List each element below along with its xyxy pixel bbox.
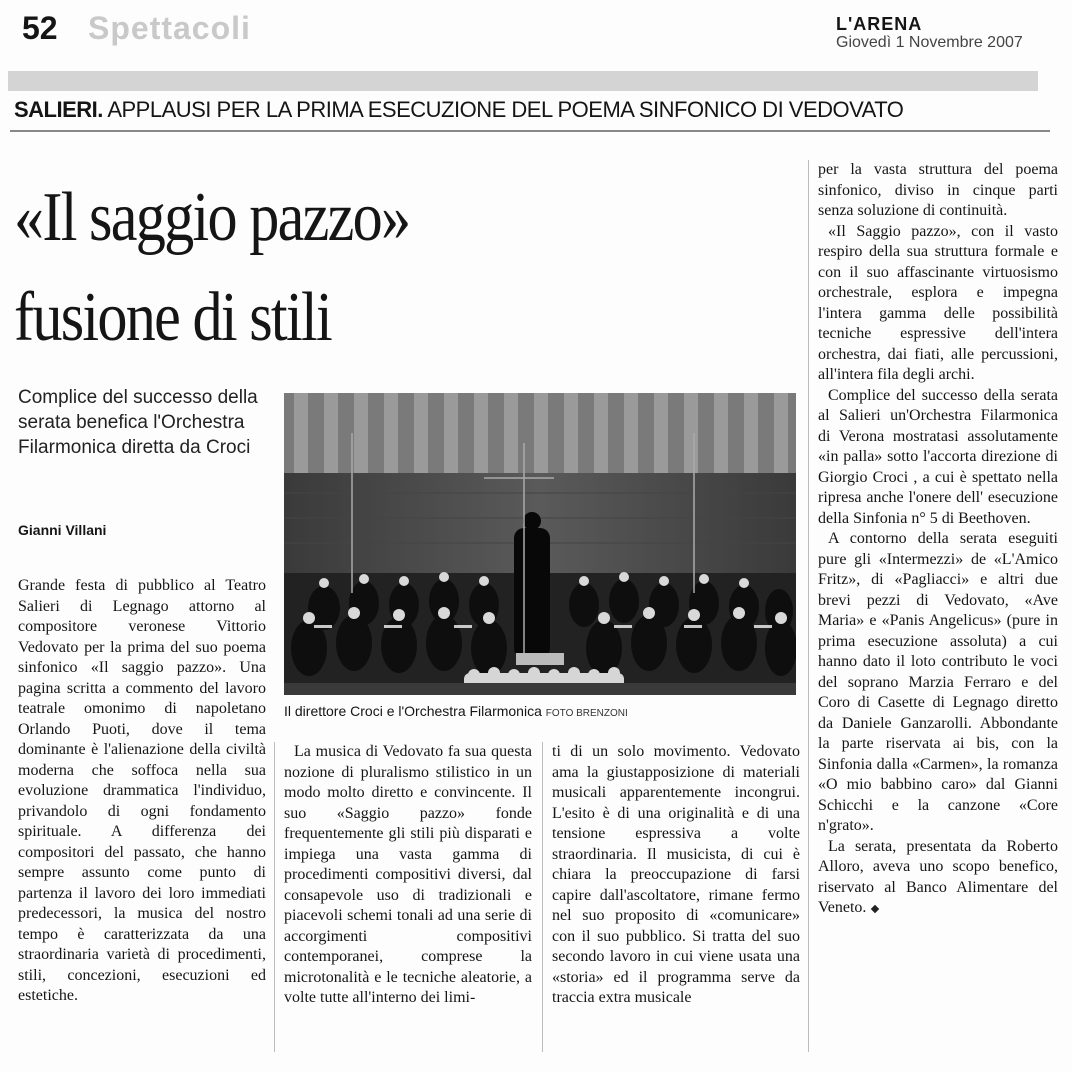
kicker-rule bbox=[10, 130, 1050, 132]
photo-caption bbox=[284, 703, 796, 719]
orchestra-photo bbox=[284, 393, 796, 695]
kicker bbox=[14, 97, 1054, 123]
paragraph: Complice del successo della serata al Salieri un'Orchestra Filarmonica di Verona mostratasi assolutamente «in palla» sotto l'accorta direzione di Giorgio Croci , a cui è spettato nella ripresa anche l'onere dell' esecuzione della Sinfonia n° 5 di Beethoven. bbox=[818, 386, 1058, 527]
subheadline: Complice del successo della serata benefica l'Orchestra Filarmonica diretta da Croci bbox=[18, 387, 258, 458]
paragraph-text: La serata, presentata da Roberto Alloro, aveva uno scopo benefico, riservato al Banco Alimentare del Veneto. bbox=[818, 837, 1058, 916]
page-number: 52 bbox=[22, 10, 58, 46]
newspaper-name: L'ARENA bbox=[836, 14, 923, 34]
issue-date: Giovedì 1 Novembre 2007 bbox=[836, 34, 1023, 51]
header-band bbox=[8, 71, 1038, 91]
paragraph-final bbox=[818, 837, 1058, 919]
headline-line-2: fusione di stili bbox=[14, 279, 331, 356]
kicker-text: APPLAUSI PER LA PRIMA ESECUZIONE DEL POEMA SINFONICO DI VEDOVATO bbox=[107, 97, 904, 122]
article-column-3 bbox=[552, 742, 800, 1009]
paragraph: La musica di Vedovato fa sua questa nozione di pluralismo stilistico in un modo molto diretto e convincente. Il suo «Saggio pazzo» fonde frequentemente gli stili più disparati e impiega una vasta gamma di procedimenti compositivi diversi, dal consapevole uso di tradizionali e piacevoli schemi tonali ad una serie di accorgimenti compositivi contemporanei, comprese la microtonalità e le tecniche aleatorie, a volte tutte all'interno dei limi- bbox=[284, 743, 532, 1006]
paragraph: «Il Saggio pazzo», con il vasto respiro della sua struttura formale e con il suo affascinante virtuosismo orchestrale, esplora e impegna l'intera gamma delle possibilità tecniche espressive dell'intera orchestra, dai fiati, alle percussioni, all'intera fila degli archi. bbox=[818, 222, 1058, 383]
column-divider-2 bbox=[542, 742, 543, 1052]
paragraph: ti di un solo movimento. Vedovato ama la giustapposizione di materiali musicali apparentemente incongrui. L'esito è di una originalità e di una tensione espressiva a volte straordinaria. Il musicista, di cui è chiara la preoccupazione di farsi capire dall'ascoltatore, rimane fermo nel suo proposito di «comunicare» con il suo pubblico. Si tratta del suo secondo lavoro in cui viene usata una «storia» ed il programma serve da traccia extra musicale bbox=[552, 743, 800, 1006]
headline-line-1: «Il saggio pazzo» bbox=[14, 179, 410, 256]
paragraph: Grande festa di pubblico al Teatro Salieri di Legnago attorno al compositore veronese Vittorio Vedovato per la prima del suo poema sinfonico «Il saggio pazzo». Una pagina scritta a commento del lavoro teatrale omonimo di napoletano Orlando Puoti, dove il tema dominante è l'alienazione della civiltà moderna che soffoca nella sua evoluzione drammatica l'individuo, privandolo di ogni fondamento spirituale. A differenza dei compositori del passato, che hanno sempre assunto come punto di partenza il lavoro dei loro immediati predecessori, la musica del nostro tempo è caratterizzata da una straordinaria varietà di procedimenti, stili, concezioni, esecuzioni ed estetiche. bbox=[18, 577, 266, 1004]
column-divider-3 bbox=[808, 160, 809, 1052]
article-column-4 bbox=[818, 160, 1058, 919]
column-divider-1 bbox=[274, 742, 275, 1052]
paragraph: A contorno della serata eseguiti pure gli «Intermezzi» de «L'Amico Fritz», di «Pagliacci» e altri due brevi pezzi di Vedovato, «Ave Maria» e «Panis Angelicus» (pure in prima esecuzione assoluta) a cui hanno dato il loto contributo le voci del soprano Marzia Ferraro e del Coro di Casette di Legnago diretto da Daniele Ganzarolli. Abbondante la parte riservata ai bis, con la Sinfonia dalla «Carmen», la romanza «O mio babbino caro» dal Gianni Schicchi e la canzone «Core n'grato». bbox=[818, 530, 1058, 834]
section-name: Spettacoli bbox=[88, 10, 251, 46]
article-column-1 bbox=[18, 576, 266, 1007]
byline: Gianni Villani bbox=[18, 522, 107, 538]
end-of-article-icon bbox=[871, 905, 879, 913]
article-column-2 bbox=[284, 742, 532, 1009]
kicker-tag: SALIERI. bbox=[14, 97, 103, 122]
caption-text: Il direttore Croci e l'Orchestra Filarmonica bbox=[284, 703, 542, 719]
photo-credit: FOTO BRENZONI bbox=[545, 708, 628, 719]
paragraph: per la vasta struttura del poema sinfonico, diviso in cinque parti senza soluzione di continuità. bbox=[818, 161, 1058, 219]
